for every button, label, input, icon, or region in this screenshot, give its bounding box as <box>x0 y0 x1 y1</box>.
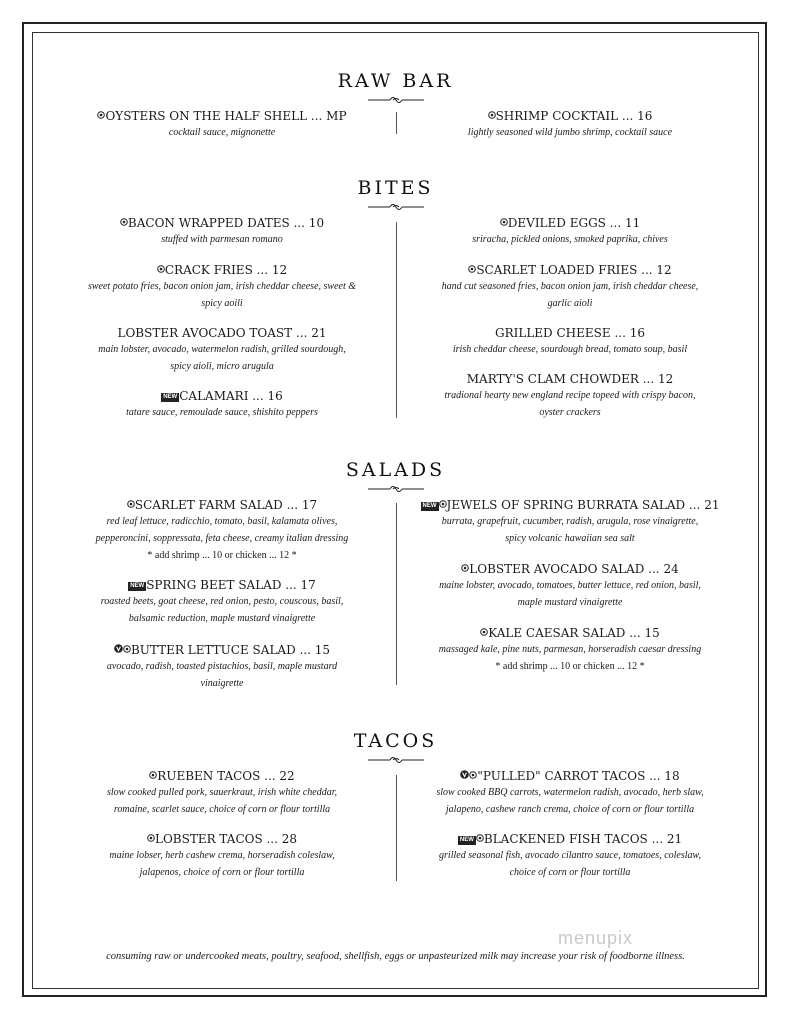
item-description: tatare sauce, remoulade sauce, shishito peppers <box>126 407 318 418</box>
item-description: lightly seasoned wild jumbo shrimp, cocktail sauce <box>467 127 673 138</box>
item-name: SCARLET LOADED FRIES ... 12 <box>476 263 672 277</box>
ornament-divider-icon <box>366 202 426 212</box>
item-name: OYSTERS ON THE HALF SHELL ... MP <box>105 109 347 123</box>
section-title-bites: BITES <box>357 177 434 199</box>
menu-item-butter-lettuce-salad <box>62 641 382 692</box>
menu-item-clam-chowder <box>412 371 728 421</box>
new-badge: NEW <box>130 583 145 589</box>
item-name: DEVILED EGGS ... 11 <box>507 216 641 230</box>
item-add-on: * add shrimp ... 10 or chicken ... 12 * <box>495 661 645 672</box>
gluten-free-icon <box>157 261 165 277</box>
gluten-free-icon <box>127 496 135 512</box>
item-description: garlic aioli <box>547 298 593 309</box>
item-description: hand cut seasoned fries, bacon onion jam, irish cheddar cheese, <box>441 281 699 292</box>
item-name-row <box>62 107 382 124</box>
item-description: maple mustard vinaigrette <box>517 597 623 608</box>
menu-item-bacon-dates <box>62 214 382 248</box>
item-name: LOBSTER AVOCADO SALAD ... 24 <box>469 562 679 576</box>
ornament-divider-icon <box>366 95 426 105</box>
item-name-row <box>412 830 728 847</box>
item-description: avocado, radish, toasted pistachios, basil, maple mustard <box>106 661 338 672</box>
section-title-raw-bar: RAW BAR <box>337 70 454 92</box>
section-title-salads: SALADS <box>345 459 446 481</box>
item-description: balsamic reduction, maple mustard vinaigrette <box>128 613 316 624</box>
item-description: spicy volcanic hawaiian sea salt <box>505 533 635 544</box>
item-description: stuffed with parmesan romano <box>161 234 283 245</box>
item-description: vinaigrette <box>200 678 244 689</box>
menu-item-carrot-tacos <box>412 767 728 818</box>
item-name-row <box>62 577 382 593</box>
item-name: RUEBEN TACOS ... 22 <box>157 769 295 783</box>
ornament-divider-icon <box>366 484 426 494</box>
gluten-free-icon <box>123 641 131 657</box>
item-name: SPRING BEET SALAD ... 17 <box>146 578 316 592</box>
section-title-tacos: TACOS <box>353 730 438 752</box>
menu-item-grilled-cheese <box>412 325 728 358</box>
menu-item-shrimp-cocktail <box>412 107 728 141</box>
item-description: cocktail sauce, mignonette <box>168 127 276 138</box>
item-description: red leaf lettuce, radicchio, tomato, basil, kalamata olives, <box>106 516 338 527</box>
gluten-free-icon <box>488 107 496 123</box>
gluten-free-icon <box>500 214 508 230</box>
item-name: SHRIMP COCKTAIL ... 16 <box>495 109 653 123</box>
item-add-on: * add shrimp ... 10 or chicken ... 12 * <box>147 550 297 561</box>
item-name-row <box>62 214 382 231</box>
item-description: pepperoncini, soppressata, feta cheese, creamy italian dressing <box>95 533 349 544</box>
vegan-icon <box>114 641 123 657</box>
item-description: maine lobster, avocado, tomatoes, butter lettuce, red onion, basil, <box>439 580 701 591</box>
ornament-divider-icon <box>366 755 426 765</box>
item-name: BUTTER LETTUCE SALAD ... 15 <box>130 643 331 657</box>
item-name: "PULLED" CARROT TACOS ... 18 <box>477 769 680 783</box>
new-badge: NEW <box>422 503 437 509</box>
item-description: spicy aoili <box>201 298 243 309</box>
item-name-row <box>412 624 728 641</box>
gluten-free-icon <box>476 830 484 846</box>
menu-item-loaded-fries <box>412 261 728 312</box>
item-description: tradional hearty new england recipe topeed with crispy bacon, <box>444 390 696 401</box>
item-name-row <box>412 496 728 513</box>
item-name-row <box>62 496 382 513</box>
item-description: romaine, scarlet sauce, choice of corn or flour tortilla <box>113 804 331 815</box>
item-name: MARTY'S CLAM CHOWDER ... 12 <box>466 372 674 386</box>
menu-item-rueben-tacos <box>62 767 382 818</box>
item-name: BACON WRAPPED DATES ... 10 <box>127 216 325 230</box>
item-name-row <box>62 830 382 847</box>
item-name: LOBSTER AVOCADO TOAST ... 21 <box>117 326 327 340</box>
column-divider <box>396 112 397 134</box>
new-badge: NEW <box>459 837 474 843</box>
item-name: CALAMARI ... 16 <box>179 389 283 403</box>
menu-item-lobster-toast <box>62 325 382 375</box>
menu-item-scarlet-farm-salad <box>62 496 382 564</box>
item-description: maine lobser, herb cashew crema, horseradish coleslaw, <box>109 850 335 861</box>
item-description: slow cooked pulled pork, sauerkraut, irish white cheddar, <box>107 787 337 798</box>
item-name-row <box>62 261 382 278</box>
food-safety-disclaimer: consuming raw or undercooked meats, poultry, seafood, shellfish, eggs or unpasteurized milk may increase your risk of foodborne illness. <box>106 951 685 962</box>
item-description: massaged kale, pine nuts, parmesan, horseradish caesar dressing <box>438 644 702 655</box>
item-description: jalapeno, cashew ranch crema, choice of corn or flour tortilla <box>445 804 695 815</box>
column-divider <box>396 775 397 881</box>
gluten-free-icon <box>120 214 128 230</box>
item-description: jalapenos, choice of corn or flour tortilla <box>139 867 305 878</box>
item-name: CRACK FRIES ... 12 <box>164 263 288 277</box>
new-badge: NEW <box>163 394 178 400</box>
menu-item-kale-caesar-salad <box>412 624 728 675</box>
item-name-row <box>412 107 728 124</box>
menu-item-burrata-salad <box>412 496 728 547</box>
item-name-row <box>412 560 728 577</box>
item-name: BLACKENED FISH TACOS ... 21 <box>483 832 683 846</box>
menu-item-lobster-avocado-salad <box>412 560 728 611</box>
item-description: sriracha, pickled onions, smoked paprika, chives <box>472 234 668 245</box>
item-description: burrata, grapefruit, cucumber, radish, arugula, rose vinaigrette, <box>441 516 699 527</box>
vegan-icon <box>460 767 469 783</box>
menu-item-crack-fries <box>62 261 382 312</box>
column-divider <box>396 222 397 418</box>
menu-item-spring-beet-salad <box>62 577 382 627</box>
item-description: oyster crackers <box>539 407 601 418</box>
menu-item-lobster-tacos <box>62 830 382 881</box>
item-name-row <box>62 767 382 784</box>
watermark: menupix <box>558 928 634 948</box>
menu-item-oysters <box>62 107 382 141</box>
item-description: irish cheddar cheese, sourdough bread, tomato soup, basil <box>452 344 688 355</box>
menu-item-deviled-eggs <box>412 214 728 248</box>
item-name-row <box>62 388 382 404</box>
item-description: spicy aioli, micro arugula <box>170 361 274 372</box>
item-name: LOBSTER TACOS ... 28 <box>154 832 298 846</box>
item-description: choice of corn or flour tortilla <box>509 867 631 878</box>
item-name-row <box>412 767 728 784</box>
item-description: grilled seasonal fish, avocado cilantro sauce, tomatoes, coleslaw, <box>439 850 701 861</box>
item-name: SCARLET FARM SALAD ... 17 <box>134 498 318 512</box>
menu-item-blackened-fish-tacos <box>412 830 728 881</box>
item-description: roasted beets, goat cheese, red onion, pesto, couscous, basil, <box>100 596 344 607</box>
gluten-free-icon <box>147 830 155 846</box>
item-name-row <box>412 214 728 231</box>
column-divider <box>396 503 397 685</box>
item-name: JEWELS OF SPRING BURRATA SALAD ... 21 <box>446 498 720 512</box>
item-name: GRILLED CHEESE ... 16 <box>495 326 645 340</box>
item-name: KALE CAESAR SALAD ... 15 <box>488 626 660 640</box>
item-description: slow cooked BBQ carrots, watermelon radish, avocado, herb slaw, <box>436 787 704 798</box>
menu-item-calamari <box>62 388 382 421</box>
item-description: sweet potato fries, bacon onion jam, irish cheddar cheese, sweet & <box>87 281 357 292</box>
item-name-row <box>62 641 382 658</box>
item-description: main lobster, avocado, watermelon radish, grilled sourdough, <box>98 344 346 355</box>
item-name-row <box>412 261 728 278</box>
gluten-free-icon <box>439 496 447 512</box>
